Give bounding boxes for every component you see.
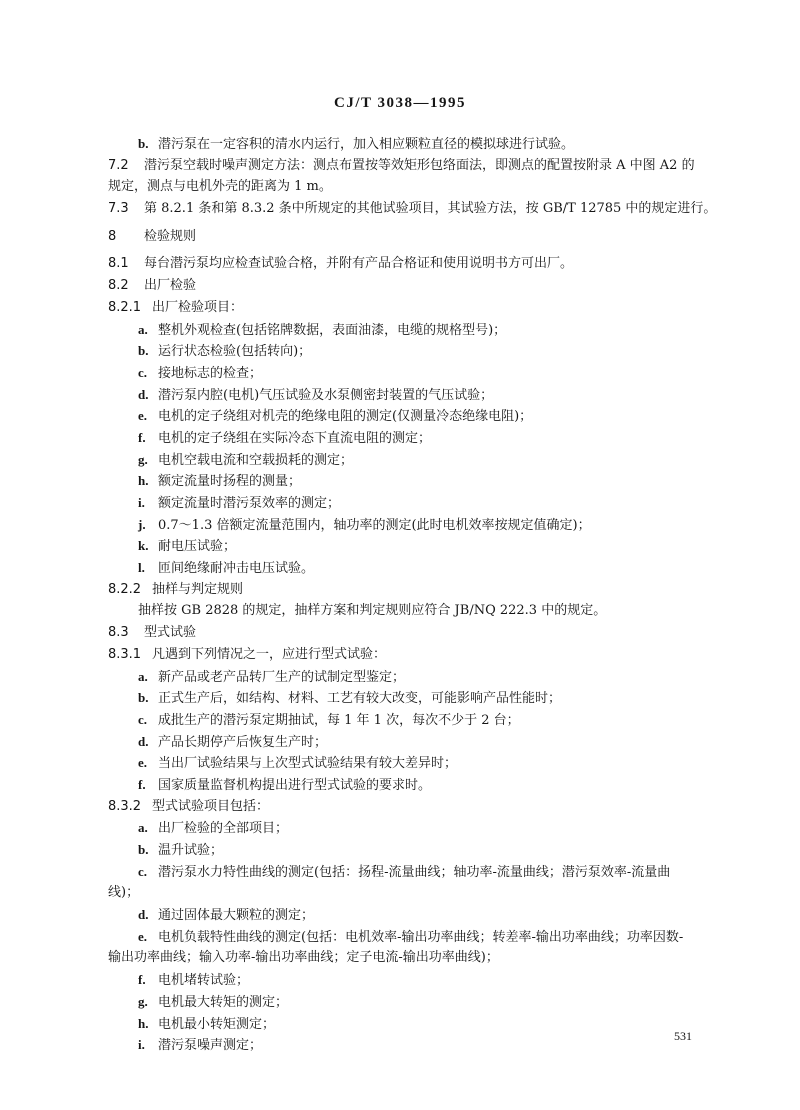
text-line bbox=[108, 644, 748, 666]
text-line bbox=[108, 774, 748, 796]
line-text: 额定流量时潜污泵效率的测定； bbox=[158, 496, 341, 511]
text-line bbox=[108, 340, 748, 362]
text-line bbox=[108, 297, 748, 319]
line-text: 额定流量时扬程的测量； bbox=[158, 474, 302, 490]
line-text: 正式生产后，如结构、材料、工艺有较大改变，可能影响产品性能时； bbox=[158, 691, 562, 707]
line-text: 接地标志的检查； bbox=[158, 365, 263, 381]
line-text: 温升试验； bbox=[158, 843, 224, 858]
text-line bbox=[108, 1013, 748, 1035]
line-text: 每台潜污泵均应检查试验合格，并附有产品合格证和使用说明书方可出厂。 bbox=[144, 256, 574, 272]
line-text: 出厂检验项目： bbox=[152, 299, 244, 315]
item-label: b. bbox=[138, 343, 149, 359]
text-line bbox=[108, 817, 748, 839]
text-line bbox=[108, 600, 748, 622]
text-line bbox=[108, 253, 748, 275]
line-text: 当出厂试验结果与上次型式试验结果有较大差异时； bbox=[158, 756, 458, 772]
line-text: 通过固体最大颗粒的测定； bbox=[158, 908, 315, 924]
text-line bbox=[108, 319, 748, 341]
line-text: 检验规则 bbox=[144, 228, 197, 244]
text-line bbox=[108, 275, 748, 297]
item-label: j. bbox=[138, 516, 146, 532]
line-text: 匝间绝缘耐冲击电压试验。 bbox=[158, 561, 315, 577]
item-label: b. bbox=[138, 690, 149, 706]
item-label: e. bbox=[138, 755, 148, 771]
text-line bbox=[108, 752, 748, 774]
line-text: 输出功率曲线；输入功率-输出功率曲线；定子电流-输出功率曲线)； bbox=[108, 950, 499, 966]
text-line bbox=[108, 839, 748, 861]
line-text: 潜污泵噪声测定； bbox=[158, 1038, 263, 1054]
item-label: c. bbox=[138, 863, 148, 879]
line-text: 成批生产的潜污泵定期抽试，每 1 年 1 次，每次不少于 2 台； bbox=[158, 712, 520, 728]
item-label: i. bbox=[138, 495, 145, 510]
item-label: d. bbox=[138, 907, 149, 923]
text-line bbox=[108, 176, 748, 198]
line-text: 规定，测点与电机外壳的距离为 1 m。 bbox=[108, 179, 332, 195]
clause-number: 8.2 bbox=[108, 278, 129, 294]
item-label: b. bbox=[138, 842, 149, 857]
line-text: 抽样与判定规则 bbox=[152, 581, 244, 597]
line-text: 电机的定子绕组对机壳的绝缘电阻的测定(仅测量冷态绝缘电阻)； bbox=[158, 409, 533, 425]
text-line bbox=[108, 535, 748, 557]
item-label: a. bbox=[138, 820, 148, 836]
clause-number: 7.3 bbox=[108, 201, 129, 217]
text-line bbox=[108, 405, 748, 427]
text-line bbox=[108, 449, 748, 471]
item-label: f. bbox=[138, 972, 146, 988]
text-line bbox=[108, 362, 748, 384]
text-line bbox=[108, 969, 748, 991]
line-text: 电机的定子绕组在实际冷态下直流电阻的测定； bbox=[158, 430, 432, 446]
page-number: 531 bbox=[674, 1029, 692, 1043]
clause-number: 8 bbox=[108, 228, 117, 244]
clause-number: 8.3.2 bbox=[108, 798, 142, 814]
line-text: 电机空载电流和空载损耗的测定； bbox=[158, 452, 354, 468]
line-text: 潜污泵内腔(电机)气压试验及水泵侧密封装置的气压试验； bbox=[158, 387, 494, 403]
line-text: 潜污泵空载时噪声测定方法：测点布置按等效矩形包络面法，即测点的配置按附录 A 中图 A2 的 bbox=[144, 157, 695, 173]
item-label: d. bbox=[138, 386, 149, 402]
line-text: 电机最大转矩的测定； bbox=[158, 994, 289, 1010]
item-label: g. bbox=[138, 993, 148, 1009]
text-line bbox=[108, 666, 748, 688]
item-label: e. bbox=[138, 928, 148, 944]
line-text: 0.7～1.3 倍额定流量范围内，轴功率的测定(此时电机效率按规定值确定)； bbox=[158, 517, 591, 533]
clause-number: 8.3 bbox=[108, 625, 129, 641]
line-text: 电机最小转矩测定； bbox=[158, 1016, 276, 1032]
line-text: 电机负载特性曲线的测定(包括：电机效率-输出功率曲线；转差率-输出功率曲线；功率因数- bbox=[158, 929, 684, 945]
line-text: 型式试验项目包括： bbox=[152, 798, 270, 814]
text-line bbox=[108, 1034, 748, 1056]
item-label: h. bbox=[138, 1015, 149, 1031]
item-label: b. bbox=[138, 136, 149, 151]
line-text: 线)； bbox=[108, 885, 140, 901]
text-line bbox=[108, 926, 748, 948]
item-label: a. bbox=[138, 668, 148, 684]
line-text: 潜污泵在一定容积的清水内运行，加入相应颗粒直径的模拟球进行试验。 bbox=[158, 137, 575, 152]
item-label: c. bbox=[138, 364, 148, 380]
text-line bbox=[108, 384, 748, 406]
line-text: 整机外观检查(包括铭牌数据，表面油漆，电缆的规格型号)； bbox=[158, 322, 507, 338]
text-line bbox=[108, 622, 748, 644]
text-line bbox=[108, 947, 748, 969]
line-text: 国家质量监督机构提出进行型式试验的要求时。 bbox=[158, 777, 432, 793]
clause-number: 8.2.2 bbox=[108, 581, 142, 597]
item-label: c. bbox=[138, 711, 148, 727]
standard-code-header: CJ/T 3038—1995 bbox=[334, 95, 466, 111]
text-line bbox=[108, 198, 748, 220]
line-text: 新产品或老产品转厂生产的试制定型鉴定； bbox=[158, 669, 406, 685]
text-line bbox=[108, 796, 748, 818]
line-text: 凡遇到下列情况之一，应进行型式试验： bbox=[152, 646, 387, 662]
item-label: a. bbox=[138, 321, 148, 337]
text-line bbox=[108, 427, 748, 449]
clause-number: 8.2.1 bbox=[108, 299, 142, 315]
text-line bbox=[108, 579, 748, 601]
clause-number: 8.1 bbox=[108, 256, 129, 272]
text-line bbox=[108, 492, 748, 514]
text-line bbox=[108, 133, 748, 155]
text-line bbox=[108, 882, 748, 904]
clause-number: 8.3.1 bbox=[108, 646, 142, 662]
line-text: 耐电压试验； bbox=[158, 539, 237, 555]
document-body bbox=[108, 133, 748, 1056]
item-label: f. bbox=[138, 776, 146, 792]
line-text: 型式试验 bbox=[144, 625, 197, 641]
item-label: k. bbox=[138, 538, 149, 554]
text-line bbox=[108, 904, 748, 926]
text-line bbox=[108, 155, 748, 177]
item-label: i. bbox=[138, 1037, 145, 1053]
item-label: f. bbox=[138, 429, 146, 445]
item-label: h. bbox=[138, 473, 149, 489]
item-label: d. bbox=[138, 733, 149, 749]
line-text: 第 8.2.1 条和第 8.3.2 条中所规定的其他试验项目，其试验方法，按 GB/T 12785 中的规定进行。 bbox=[144, 201, 717, 217]
text-line bbox=[108, 514, 748, 536]
item-label: e. bbox=[138, 408, 148, 424]
text-line bbox=[108, 861, 748, 883]
section-heading bbox=[108, 226, 748, 248]
clause-number: 7.2 bbox=[108, 157, 129, 173]
line-text: 产品长期停产后恢复生产时； bbox=[158, 734, 328, 750]
text-line bbox=[108, 687, 748, 709]
line-text: 出厂检验 bbox=[144, 278, 197, 294]
text-line bbox=[108, 557, 748, 579]
item-label: l. bbox=[138, 560, 145, 576]
line-text: 抽样按 GB 2828 的规定，抽样方案和判定规则应符合 JB/NQ 222.3 中的规定。 bbox=[138, 603, 607, 619]
text-line bbox=[108, 709, 748, 731]
text-line bbox=[108, 991, 748, 1013]
line-text: 出厂检验的全部项目； bbox=[158, 821, 289, 837]
item-label: g. bbox=[138, 451, 148, 467]
line-text: 潜污泵水力特性曲线的测定(包括：扬程-流量曲线；轴功率-流量曲线；潜污泵效率-流量曲 bbox=[158, 864, 671, 880]
text-line bbox=[108, 470, 748, 492]
line-text: 运行状态检验(包括转向)； bbox=[158, 344, 312, 360]
line-text: 电机堵转试验； bbox=[158, 973, 250, 989]
text-line bbox=[108, 731, 748, 753]
